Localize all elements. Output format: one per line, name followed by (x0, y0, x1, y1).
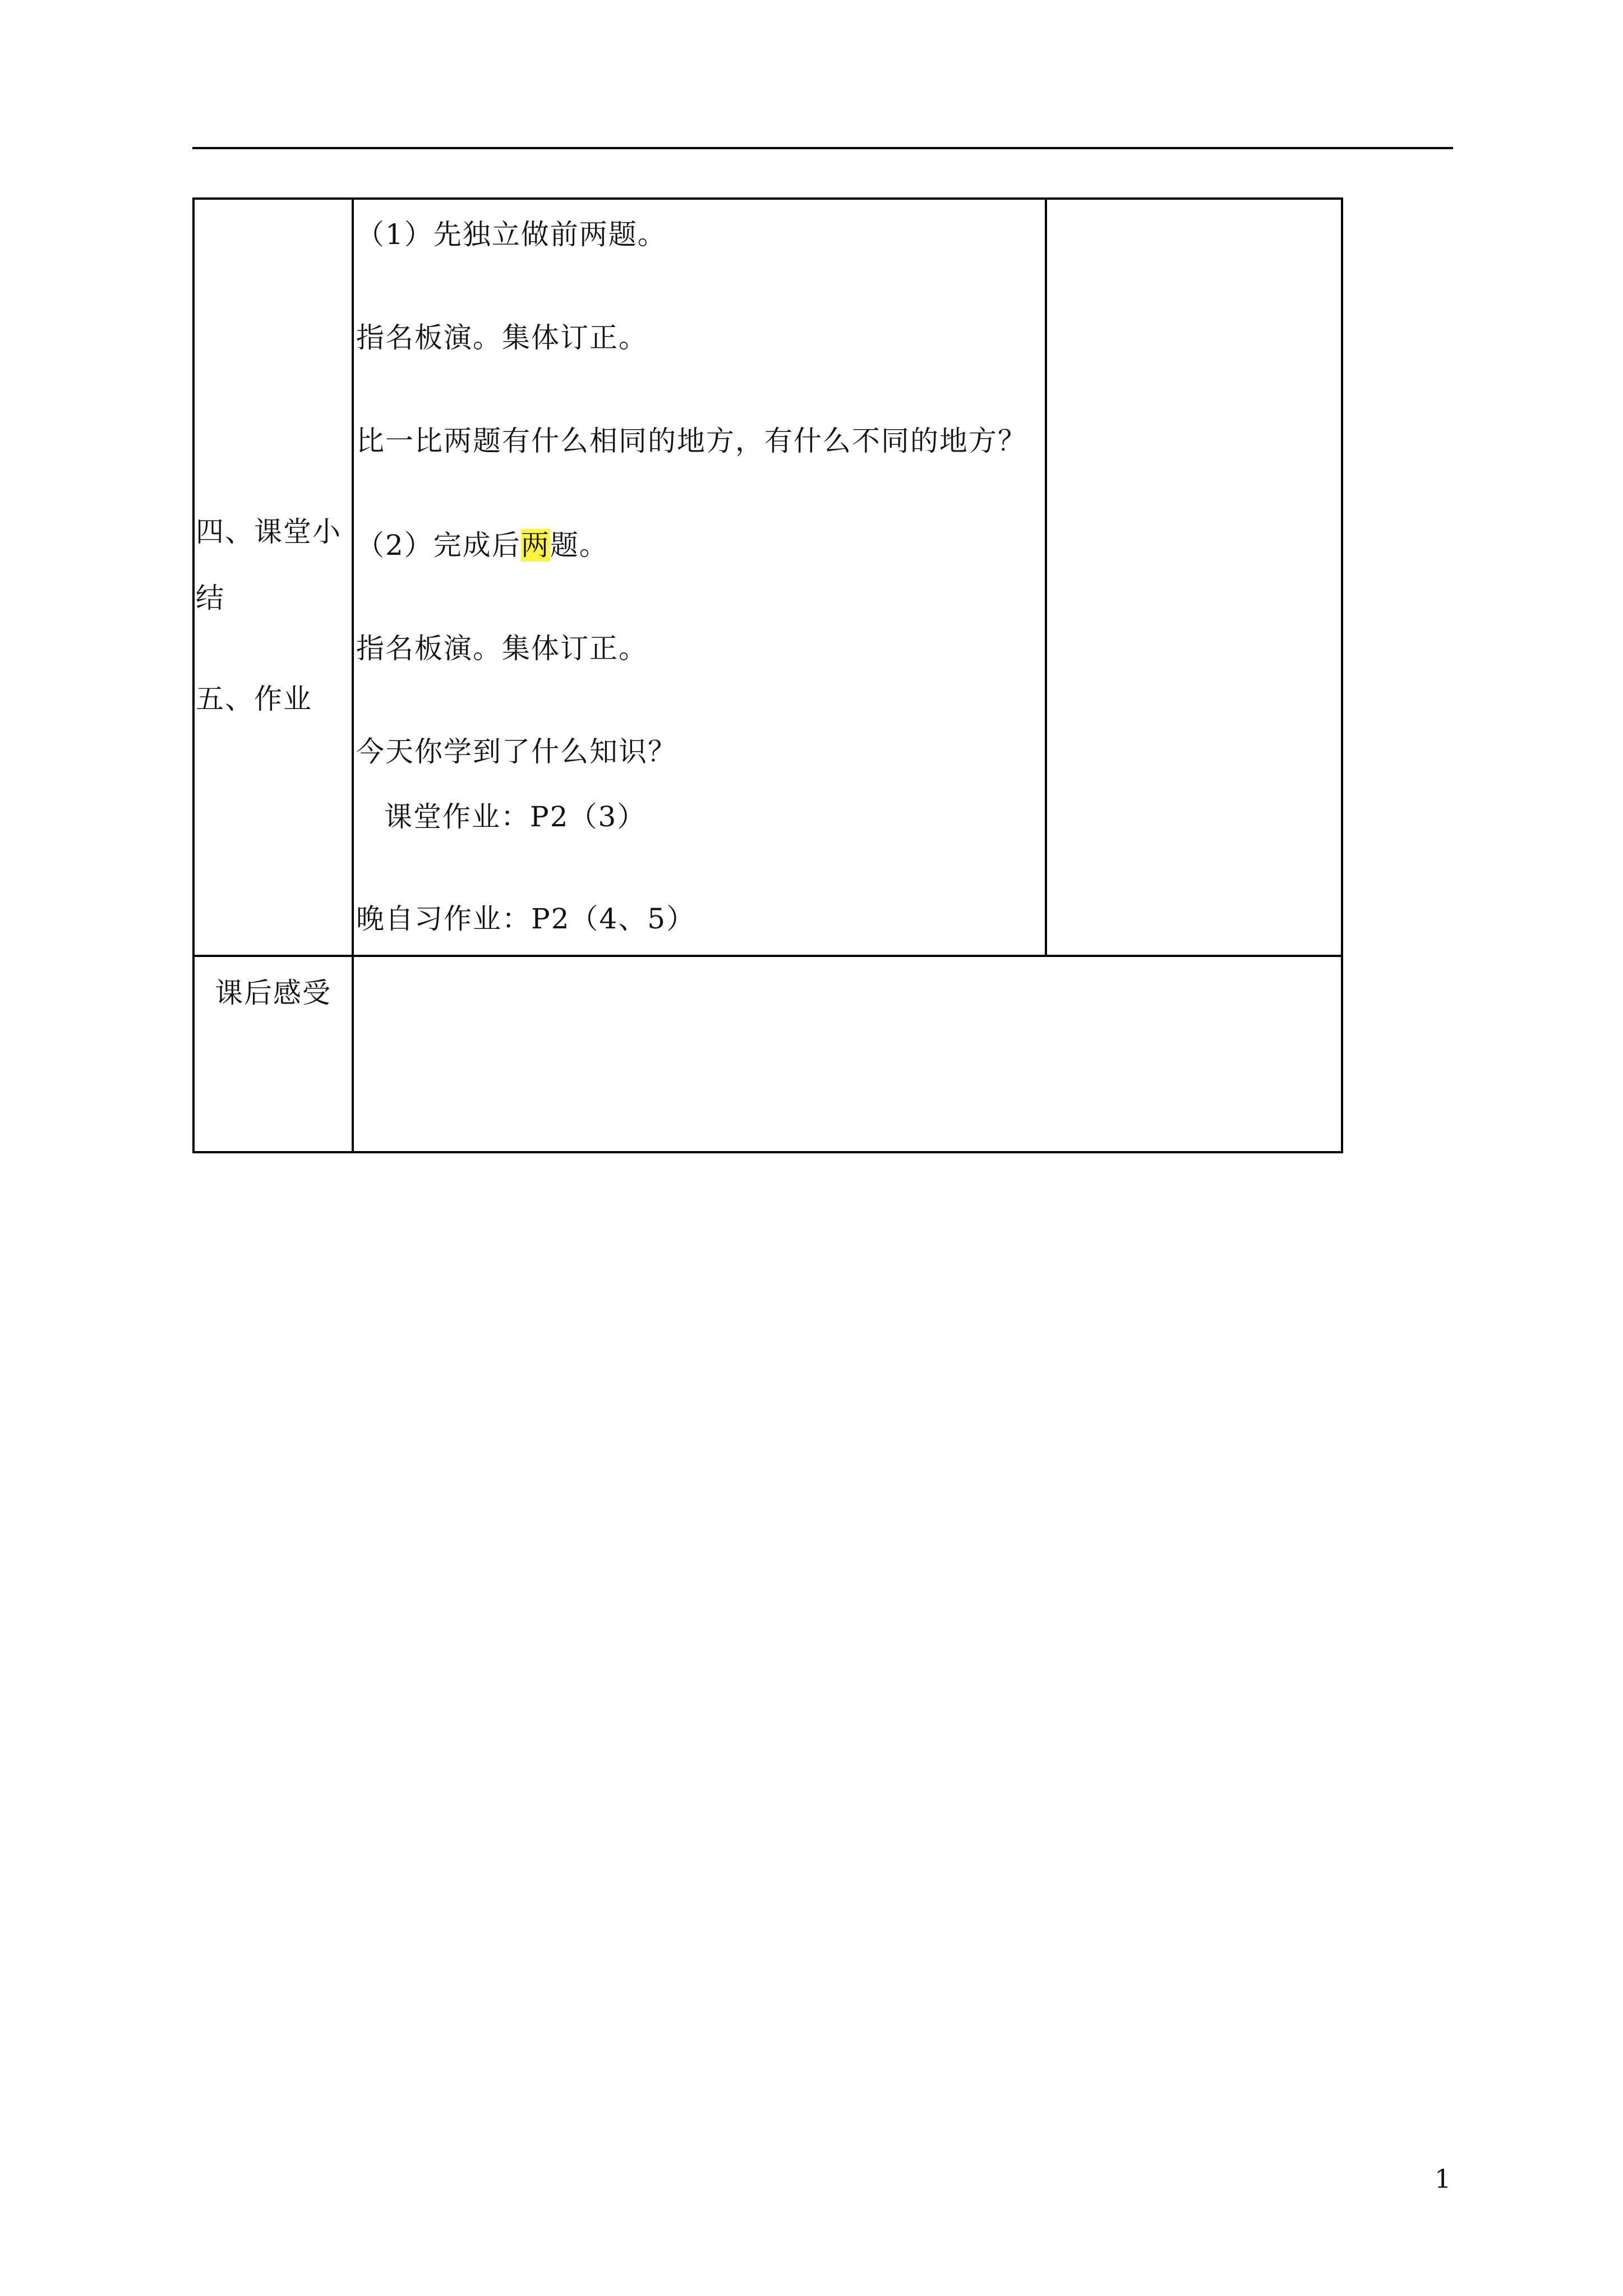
step-2-prefix: （2）完成后 (356, 529, 521, 562)
page-number: 1 (1435, 2164, 1451, 2194)
section-5-label: 五、作业 (196, 683, 312, 715)
step-2-text (356, 528, 608, 562)
step-1-text: （1）先独立做前两题。 (356, 218, 667, 251)
reflection-content-cell (354, 957, 1343, 1153)
highlighted-word: 两 (520, 529, 550, 562)
reflection-label: 课后感受 (215, 977, 331, 1009)
section-4-label-cont: 结 (196, 582, 225, 614)
lesson-table (192, 197, 1343, 1153)
reflection-label-cell (192, 957, 352, 1153)
section-4-label: 四、课堂小 (196, 516, 342, 548)
notes-cell (1047, 197, 1343, 956)
compare-question: 比一比两题有什么相同的地方，有什么不同的地方？ (356, 425, 1027, 457)
evening-homework-text: 晚自习作业：P2（4、5） (356, 903, 696, 935)
board-demo-text: 指名板演。集体订正。 (356, 321, 648, 354)
classwork-text: 课堂作业：P2（3） (384, 800, 647, 833)
board-demo-text-2: 指名板演。集体订正。 (356, 632, 648, 665)
header-rule (192, 147, 1453, 149)
step-2-suffix: 题。 (550, 529, 608, 562)
summary-question: 今天你学到了什么知识？ (356, 735, 677, 768)
section-label-cell (192, 197, 352, 956)
content-cell (354, 197, 1045, 956)
